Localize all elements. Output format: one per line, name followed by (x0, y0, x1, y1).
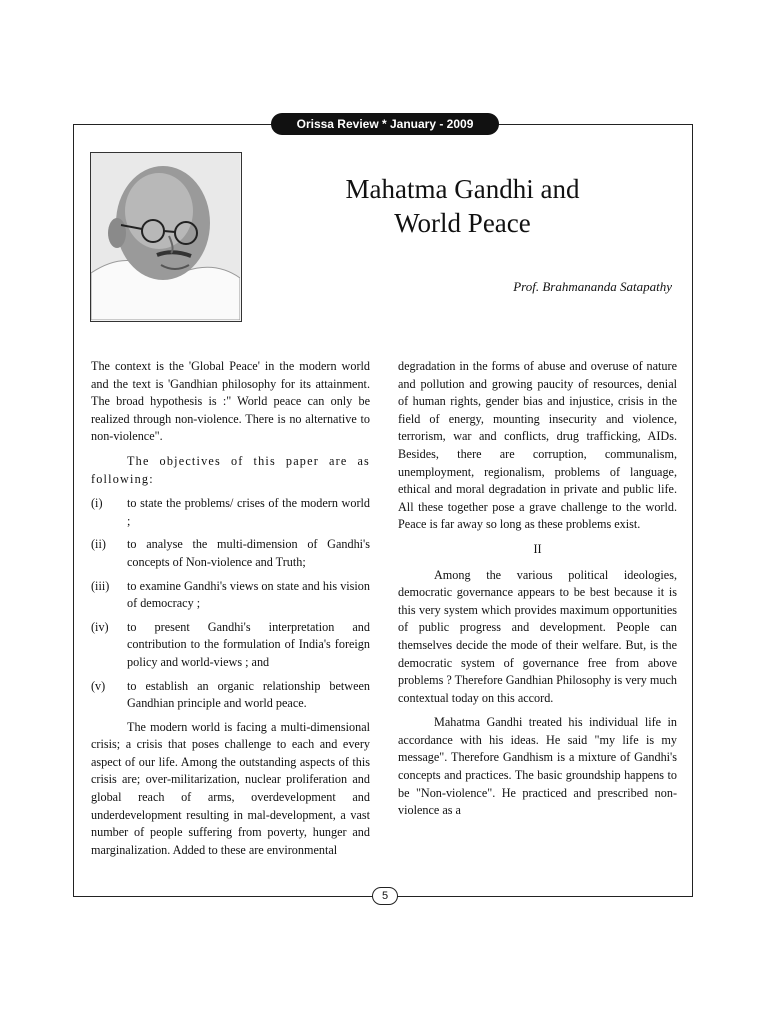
objective-item (91, 578, 370, 613)
objective-number: (iv) (91, 619, 109, 634)
objective-text: to establish an organic relationship between Gandhian principle and world peace. (127, 678, 370, 711)
portrait-drawing (91, 153, 240, 320)
objective-text: to examine Gandhi's views on state and his vision of democracy ; (127, 578, 370, 611)
democracy-paragraph: Among the various political ideologies, democratic governance appears to be best because it is this very system which provides maximum opportunities of public progress and development. People can themselves decide the mode of their welfare. But, is the democratic system of governance free from above problems ? Therefore Gandhian Philosophy is very much contextual today on this accord. (398, 567, 678, 705)
objective-text: to present Gandhi's interpretation and contribution to the formulation of India's foreign policy and world-views ; and (127, 619, 370, 669)
title-line-1: Mahatma Gandhi and (345, 174, 580, 204)
intro-paragraph: The context is the 'Global Peace' in the modern world and the text is 'Gandhian philosophy for its attainment. The broad hypothesis is :" World peace can only be realized through non-violence. There is no alternative to non-violence". (91, 359, 370, 444)
right-column (398, 358, 677, 827)
objectives-intro: The objectives of this paper are as following: (91, 453, 370, 486)
objective-item (91, 495, 370, 530)
objective-number: (iii) (91, 578, 110, 593)
objective-text: to state the problems/ crises of the modern world ; (127, 496, 370, 528)
section-heading: II (533, 541, 542, 556)
degradation-paragraph: degradation in the forms of abuse and overuse of nature and pollution and growing paucity of resources, denial of human rights, gender bias and injustice, crisis in the field of energy, mounting insecurity and violence, terrorism, war and conflicts, drug trafficking, AIDs. Besides, there are corruption, communalism, unemployment, regionalism, problems of language, ethical and moral degradation in private and public life. All these together pose a grave challenge to the world. Peace is far away so long as these problems exist. (398, 359, 677, 532)
title-line-2: World Peace (394, 208, 531, 238)
page-number-badge: 5 (372, 887, 398, 905)
objective-number: (v) (91, 678, 106, 693)
objective-item (91, 536, 370, 571)
gandhi-life-paragraph: Mahatma Gandhi treated his individual life in accordance with his ideas. He said "my life is my message". Therefore Gandhism is a mixture of Gandhi's concepts and practices. The basic groundship happens to be "Non-violence". He practiced and prescribed non-violence as a (398, 715, 677, 818)
gandhi-portrait-image (90, 152, 242, 322)
left-column (91, 358, 370, 866)
objective-number: (i) (91, 496, 103, 511)
objective-item (91, 619, 370, 672)
author-byline: Prof. Brahmananda Satapathy (513, 279, 672, 294)
article-title (300, 172, 625, 240)
objective-item (91, 678, 370, 713)
objective-text: to analyse the multi-dimension of Gandhi's concepts of Non-violence and Truth; (127, 537, 370, 569)
crisis-paragraph: The modern world is facing a multi-dimensional crisis; a crisis that poses challenge to each and every aspect of our life. Among the outstanding aspects of this crisis are; over-militarization, nuclear proliferation and global reach of arms, overdevelopment and underdevelopment resulting in mal-development, a vast number of people suffering from poverty, hunger and marginalization. Added to these are environmental (91, 719, 370, 857)
objective-number: (ii) (91, 537, 106, 552)
journal-header-badge: Orissa Review * January - 2009 (271, 113, 499, 135)
